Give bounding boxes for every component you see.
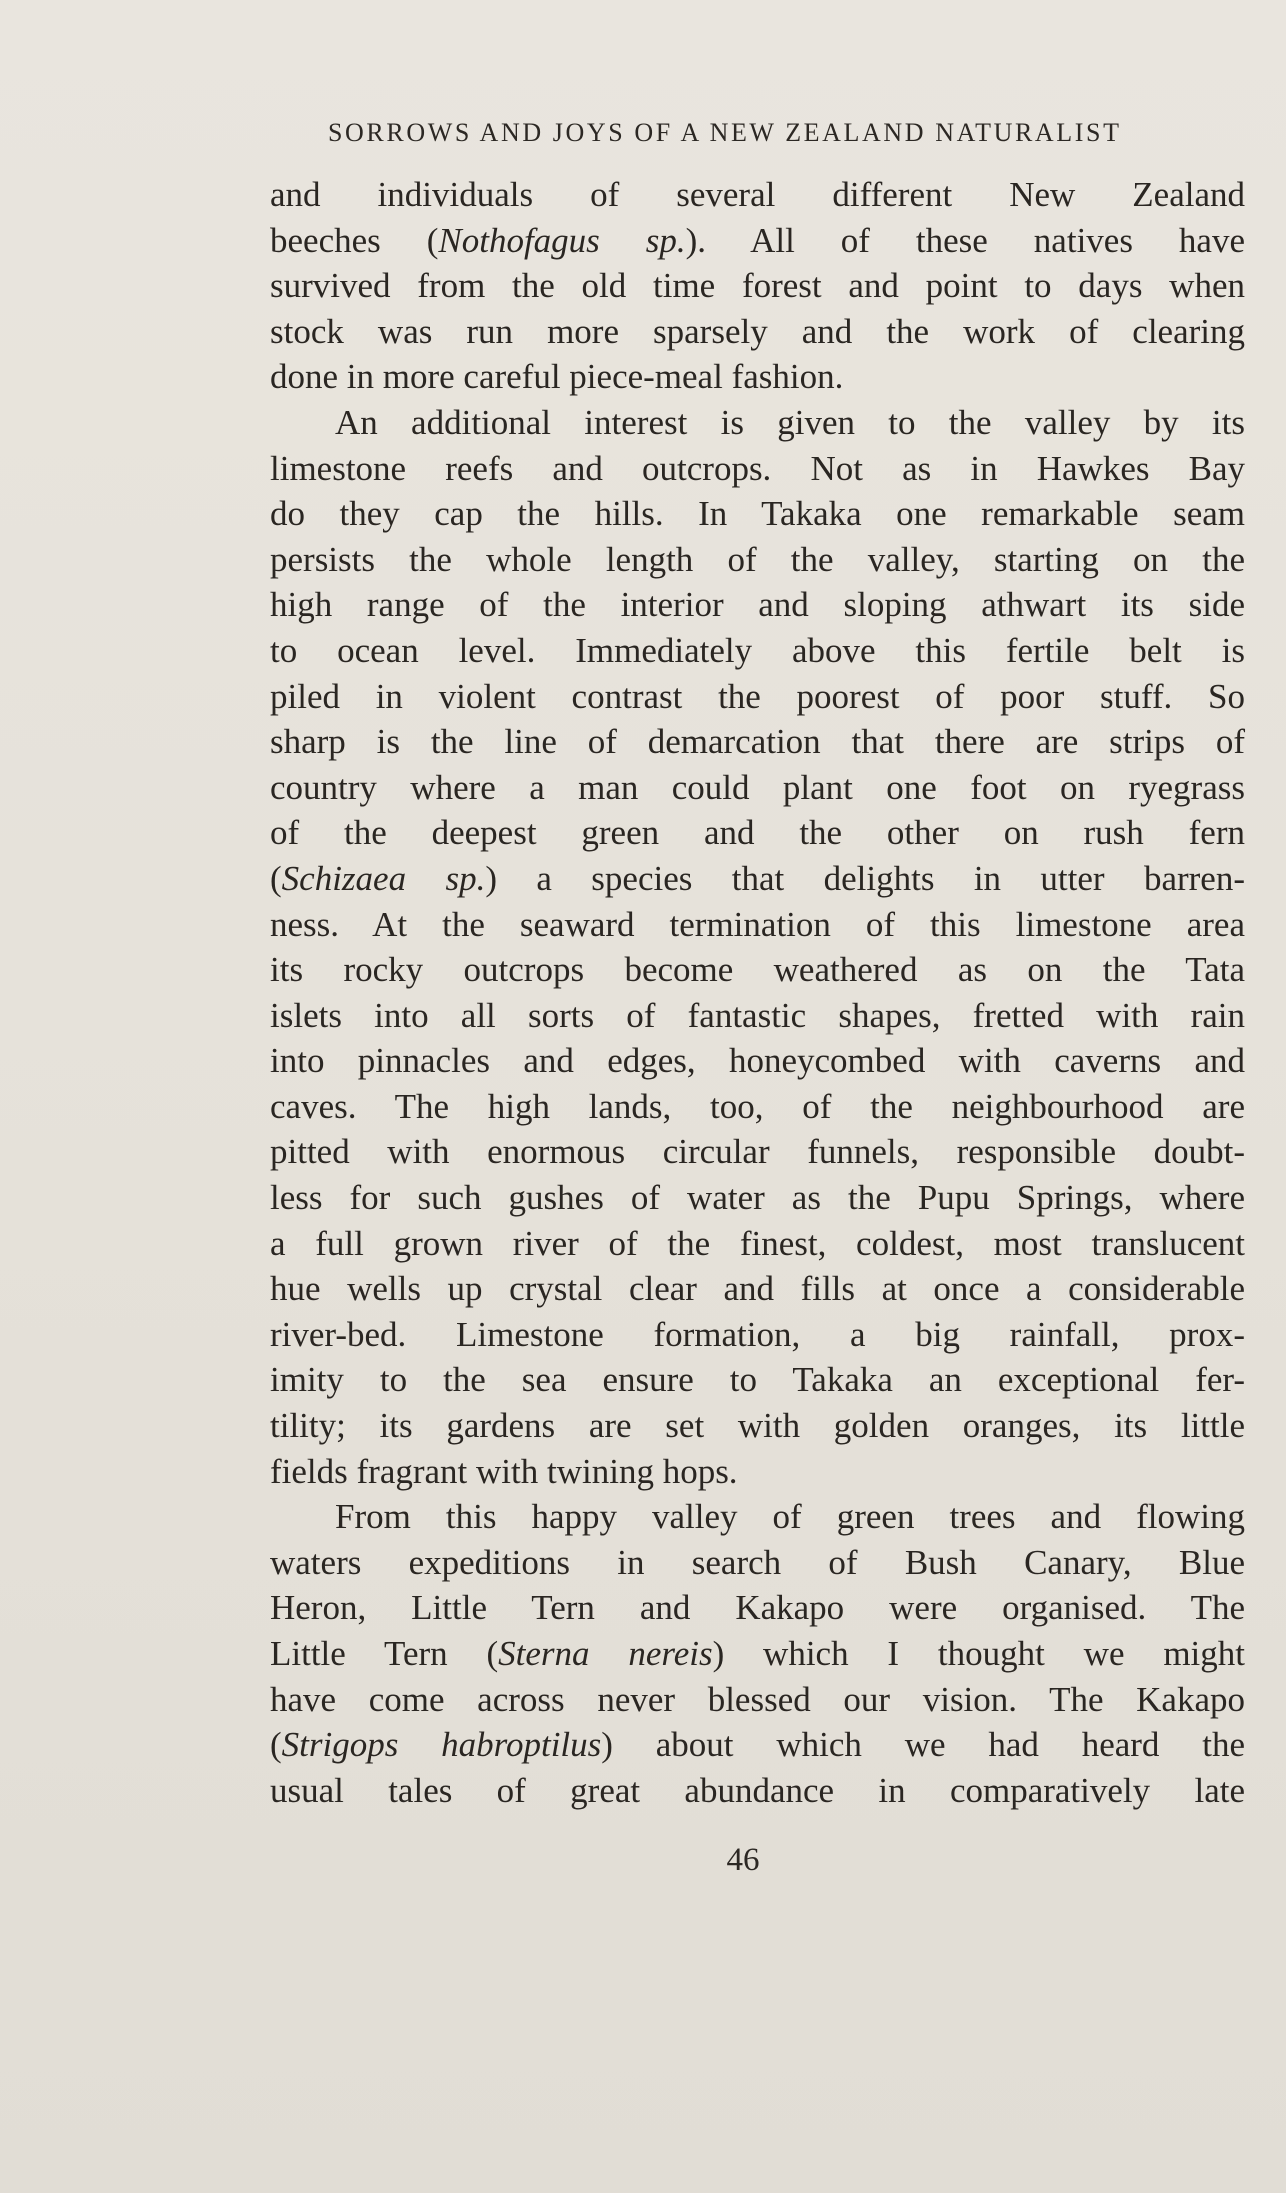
text-line: caves. The high lands, too, of the neighbourhood are [270, 1086, 1245, 1126]
text-line: beeches (Nothofagus sp.). All of these natives have [270, 220, 1245, 260]
text-line: From this happy valley of green trees and flowing [335, 1497, 1245, 1537]
text-line: limestone reefs and outcrops. Not as in Hawkes Bay [270, 448, 1245, 488]
text-line: fields fragrant with twining hops. [270, 1451, 738, 1491]
text-line: persists the whole length of the valley, starting on the [270, 539, 1245, 579]
text-line: done in more careful piece-meal fashion. [270, 357, 844, 397]
text-line: to ocean level. Immediately above this fertile belt is [270, 630, 1245, 670]
text-line: (Schizaea sp.) a species that delights in utter barren- [270, 858, 1245, 898]
page-number: 46 [726, 1842, 760, 1878]
text-line: hue wells up crystal clear and fills at once a considerable [270, 1269, 1245, 1309]
text-line: Little Tern (Sterna nereis) which I thought we might [270, 1634, 1245, 1673]
text-line: do they cap the hills. In Takaka one remarkable seam [270, 494, 1245, 534]
text-line: have come across never blessed our vision. The Kakapo [270, 1679, 1245, 1719]
text-line: river-bed. Limestone formation, a big rainfall, prox- [270, 1314, 1245, 1354]
text-line: stock was run more sparsely and the work of clearing [270, 311, 1245, 351]
text-line: (Strigops habroptilus) about which we had heard the [270, 1725, 1246, 1765]
text-line: a full grown river of the finest, coldest, most translucent [270, 1223, 1245, 1263]
text-line: imity to the sea ensure to Takaka an exceptional fer- [270, 1360, 1245, 1400]
text-line: An additional interest is given to the valley by its [335, 402, 1245, 442]
text-line: tility; its gardens are set with golden oranges, its little [270, 1406, 1245, 1446]
text-line: ness. At the seaward termination of this limestone area [270, 904, 1245, 944]
running-head: SORROWS AND JOYS OF A NEW ZEALAND NATURALIST [328, 118, 1122, 147]
text-line: waters expeditions in search of Bush Canary, Blue [270, 1542, 1245, 1582]
body-text [270, 172, 1245, 1813]
text-line: its rocky outcrops become weathered as on the Tata [270, 950, 1245, 990]
text-line: piled in violent contrast the poorest of poor stuff. So [270, 676, 1245, 716]
text-line: and individuals of several different New Zealand [270, 175, 1245, 214]
text-line: sharp is the line of demarcation that there are strips of [270, 722, 1245, 762]
text-line: usual tales of great abundance in comparatively late [270, 1770, 1245, 1810]
text-line: country where a man could plant one foot on ryegrass [270, 767, 1245, 807]
text-line: survived from the old time forest and point to days when [270, 266, 1245, 306]
text-line: of the deepest green and the other on rush fern [270, 813, 1245, 853]
text-line: islets into all sorts of fantastic shapes, fretted with rain [270, 995, 1245, 1035]
text-line: less for such gushes of water as the Pupu Springs, where [270, 1178, 1245, 1218]
text-line: high range of the interior and sloping athwart its side [270, 585, 1245, 625]
text-line: Heron, Little Tern and Kakapo were organised. The [270, 1588, 1245, 1628]
text-line: into pinnacles and edges, honeycombed with caverns and [270, 1041, 1245, 1081]
text-line: pitted with enormous circular funnels, responsible doubt- [270, 1132, 1245, 1172]
